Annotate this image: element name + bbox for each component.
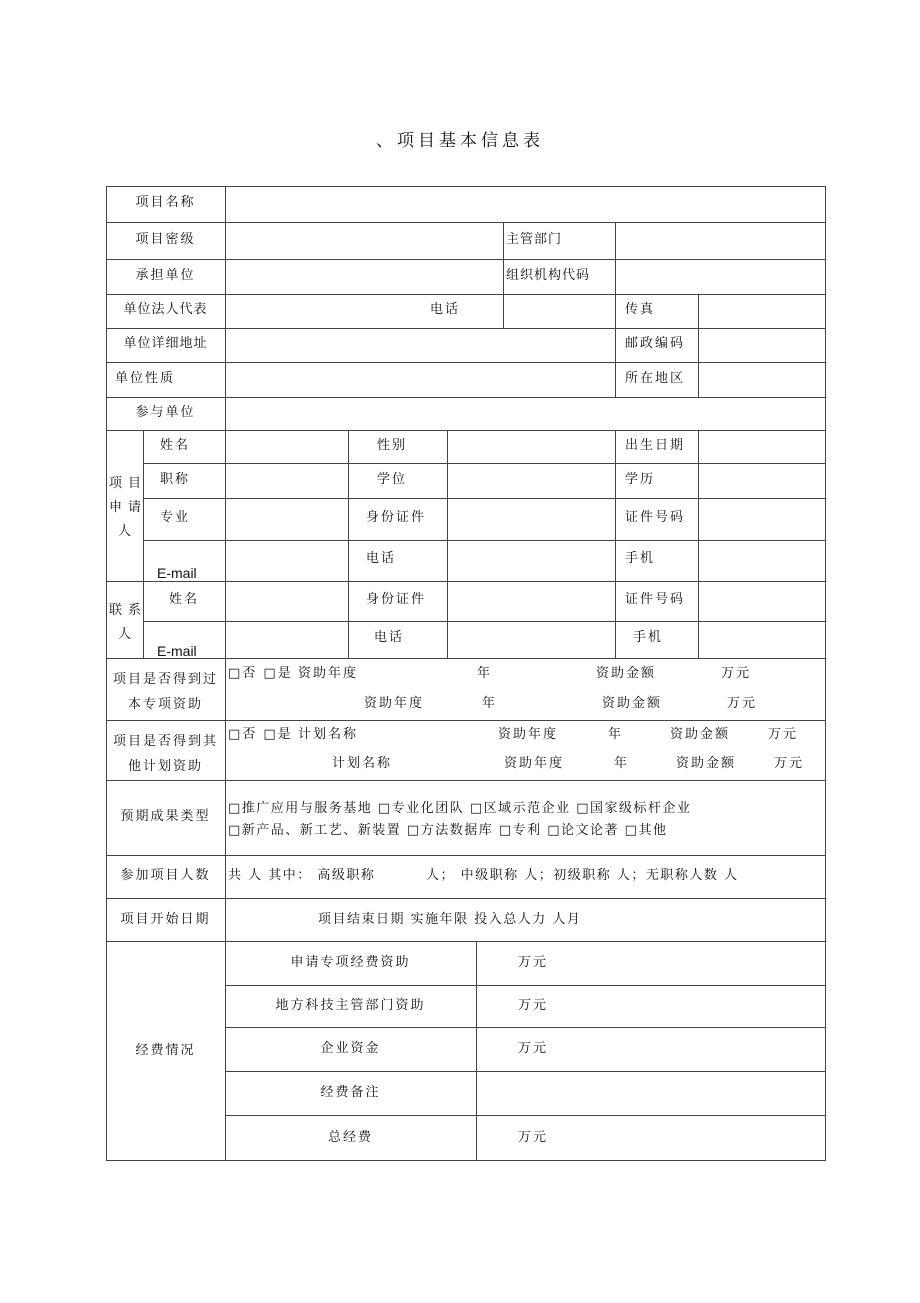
label-contact-id-no: 证件号码 bbox=[625, 592, 686, 607]
label-contact-id-card: 身份证件 bbox=[366, 592, 427, 607]
label-contact-mobile: 手机 bbox=[633, 630, 664, 645]
label-staff: 参加项目人数 bbox=[120, 868, 211, 883]
budget-row-unit: 万元 bbox=[518, 955, 549, 970]
label-undertaker: 承担单位 bbox=[135, 268, 196, 283]
funding-past-amount-label-2: 资助金额 bbox=[602, 696, 663, 711]
funding-past-amount-unit-2: 万元 bbox=[727, 696, 758, 711]
label-major: 专业 bbox=[160, 510, 191, 525]
funding-past-year-label-2: 资助年度 bbox=[364, 696, 425, 711]
label-postcode: 邮政编码 bbox=[625, 336, 686, 351]
label-dept: 主管部门 bbox=[506, 232, 563, 247]
budget-row-unit: 万元 bbox=[518, 1130, 549, 1145]
label-contact-1: 联系 bbox=[109, 603, 148, 618]
label-name: 姓名 bbox=[160, 438, 191, 453]
budget-row-name: 企业资金 bbox=[320, 1041, 381, 1056]
label-nature: 单位性质 bbox=[115, 371, 176, 386]
label-applicant-3: 人 bbox=[118, 524, 134, 539]
label-gender: 性别 bbox=[377, 438, 408, 453]
funding-other-year-unit-1: 年 bbox=[608, 727, 624, 742]
staff-text-a: 共 人 其中： 高级职称 bbox=[228, 868, 376, 883]
funding-other-plan-label-1: 计划名称 bbox=[298, 727, 359, 742]
funding-other-year-label-1: 资助年度 bbox=[498, 727, 559, 742]
label-legal-rep: 单位法人代表 bbox=[123, 302, 208, 317]
budget-row-unit: 万元 bbox=[518, 1041, 549, 1056]
label-funding-other-1: 项目是否得到其 bbox=[112, 734, 218, 749]
funding-past-amount-unit-1: 万元 bbox=[721, 666, 752, 681]
label-education: 学历 bbox=[625, 472, 656, 487]
label-title-pos: 职称 bbox=[160, 472, 191, 487]
funding-other-plan-label-2: 计划名称 bbox=[332, 756, 393, 771]
budget-row-name: 经费备注 bbox=[320, 1085, 381, 1100]
label-secrecy: 项目密级 bbox=[135, 232, 196, 247]
label-phone: 电话 bbox=[430, 302, 461, 317]
budget-row-unit: 万元 bbox=[518, 998, 549, 1013]
label-degree: 学位 bbox=[377, 472, 408, 487]
label-project-name: 项目名称 bbox=[135, 195, 196, 210]
label-birth: 出生日期 bbox=[625, 438, 686, 453]
funding-other-year-label-2: 资助年度 bbox=[504, 756, 565, 771]
label-partners: 参与单位 bbox=[135, 405, 196, 420]
label-funding-past-1: 项目是否得到过 bbox=[112, 672, 218, 687]
staff-text-b: 人； 中级职称 人；初级职称 人；无职称人数 人 bbox=[426, 868, 739, 883]
label-org-code: 组织机构代码 bbox=[506, 268, 591, 283]
label-phone-2: 电话 bbox=[366, 551, 397, 566]
funding-other-year-unit-2: 年 bbox=[614, 756, 630, 771]
funding-other-amount-label-2: 资助金额 bbox=[676, 756, 737, 771]
label-dates: 项目开始日期 bbox=[120, 912, 211, 927]
label-budget: 经费情况 bbox=[135, 1043, 196, 1058]
label-contact-phone: 电话 bbox=[374, 630, 405, 645]
funding-other-amount-unit-2: 万元 bbox=[774, 756, 805, 771]
label-applicant-1: 项目 bbox=[109, 476, 148, 491]
outcome-options-1[interactable]: □推广应用与服务基地 □专业化团队 □区域示范企业 □国家级标杆企业 bbox=[228, 801, 692, 816]
funding-past-year-unit-1: 年 bbox=[477, 666, 493, 681]
label-email: E-mail bbox=[157, 565, 197, 581]
label-mobile: 手机 bbox=[625, 551, 656, 566]
funding-past-year-unit-2: 年 bbox=[482, 696, 498, 711]
funding-past-amount-label-1: 资助金额 bbox=[596, 666, 657, 681]
funding-other-amount-unit-1: 万元 bbox=[768, 727, 799, 742]
label-id-no: 证件号码 bbox=[625, 510, 686, 525]
label-fax: 传真 bbox=[625, 302, 656, 317]
funding-past-year-label-1: 资助年度 bbox=[298, 666, 359, 681]
label-applicant-2: 申请 bbox=[109, 500, 148, 515]
label-region: 所在地区 bbox=[625, 371, 686, 386]
label-id-card: 身份证件 bbox=[366, 510, 427, 525]
funding-other-check[interactable]: □否 □是 bbox=[228, 727, 293, 742]
label-contact-2: 人 bbox=[118, 627, 134, 642]
budget-row-name: 总经费 bbox=[327, 1130, 373, 1145]
label-outcome: 预期成果类型 bbox=[120, 809, 211, 824]
dates-text: 项目结束日期 实施年限 投入总人力 人月 bbox=[318, 912, 582, 927]
outcome-options-2[interactable]: □新产品、新工艺、新装置 □方法数据库 □专利 □论文论著 □其他 bbox=[228, 823, 668, 838]
label-address: 单位详细地址 bbox=[123, 336, 208, 351]
budget-row-name: 申请专项经费资助 bbox=[290, 955, 411, 970]
label-contact-name: 姓名 bbox=[169, 592, 200, 607]
label-contact-email: E-mail bbox=[157, 643, 197, 659]
budget-row-name: 地方科技主管部门资助 bbox=[275, 998, 426, 1013]
label-funding-other-2: 他计划资助 bbox=[127, 759, 203, 774]
label-funding-past-2: 本专项资助 bbox=[127, 697, 203, 712]
funding-other-amount-label-1: 资助金额 bbox=[670, 727, 731, 742]
page-title: 、项目基本信息表 bbox=[376, 131, 544, 151]
funding-past-check[interactable]: □否 □是 bbox=[228, 666, 293, 681]
